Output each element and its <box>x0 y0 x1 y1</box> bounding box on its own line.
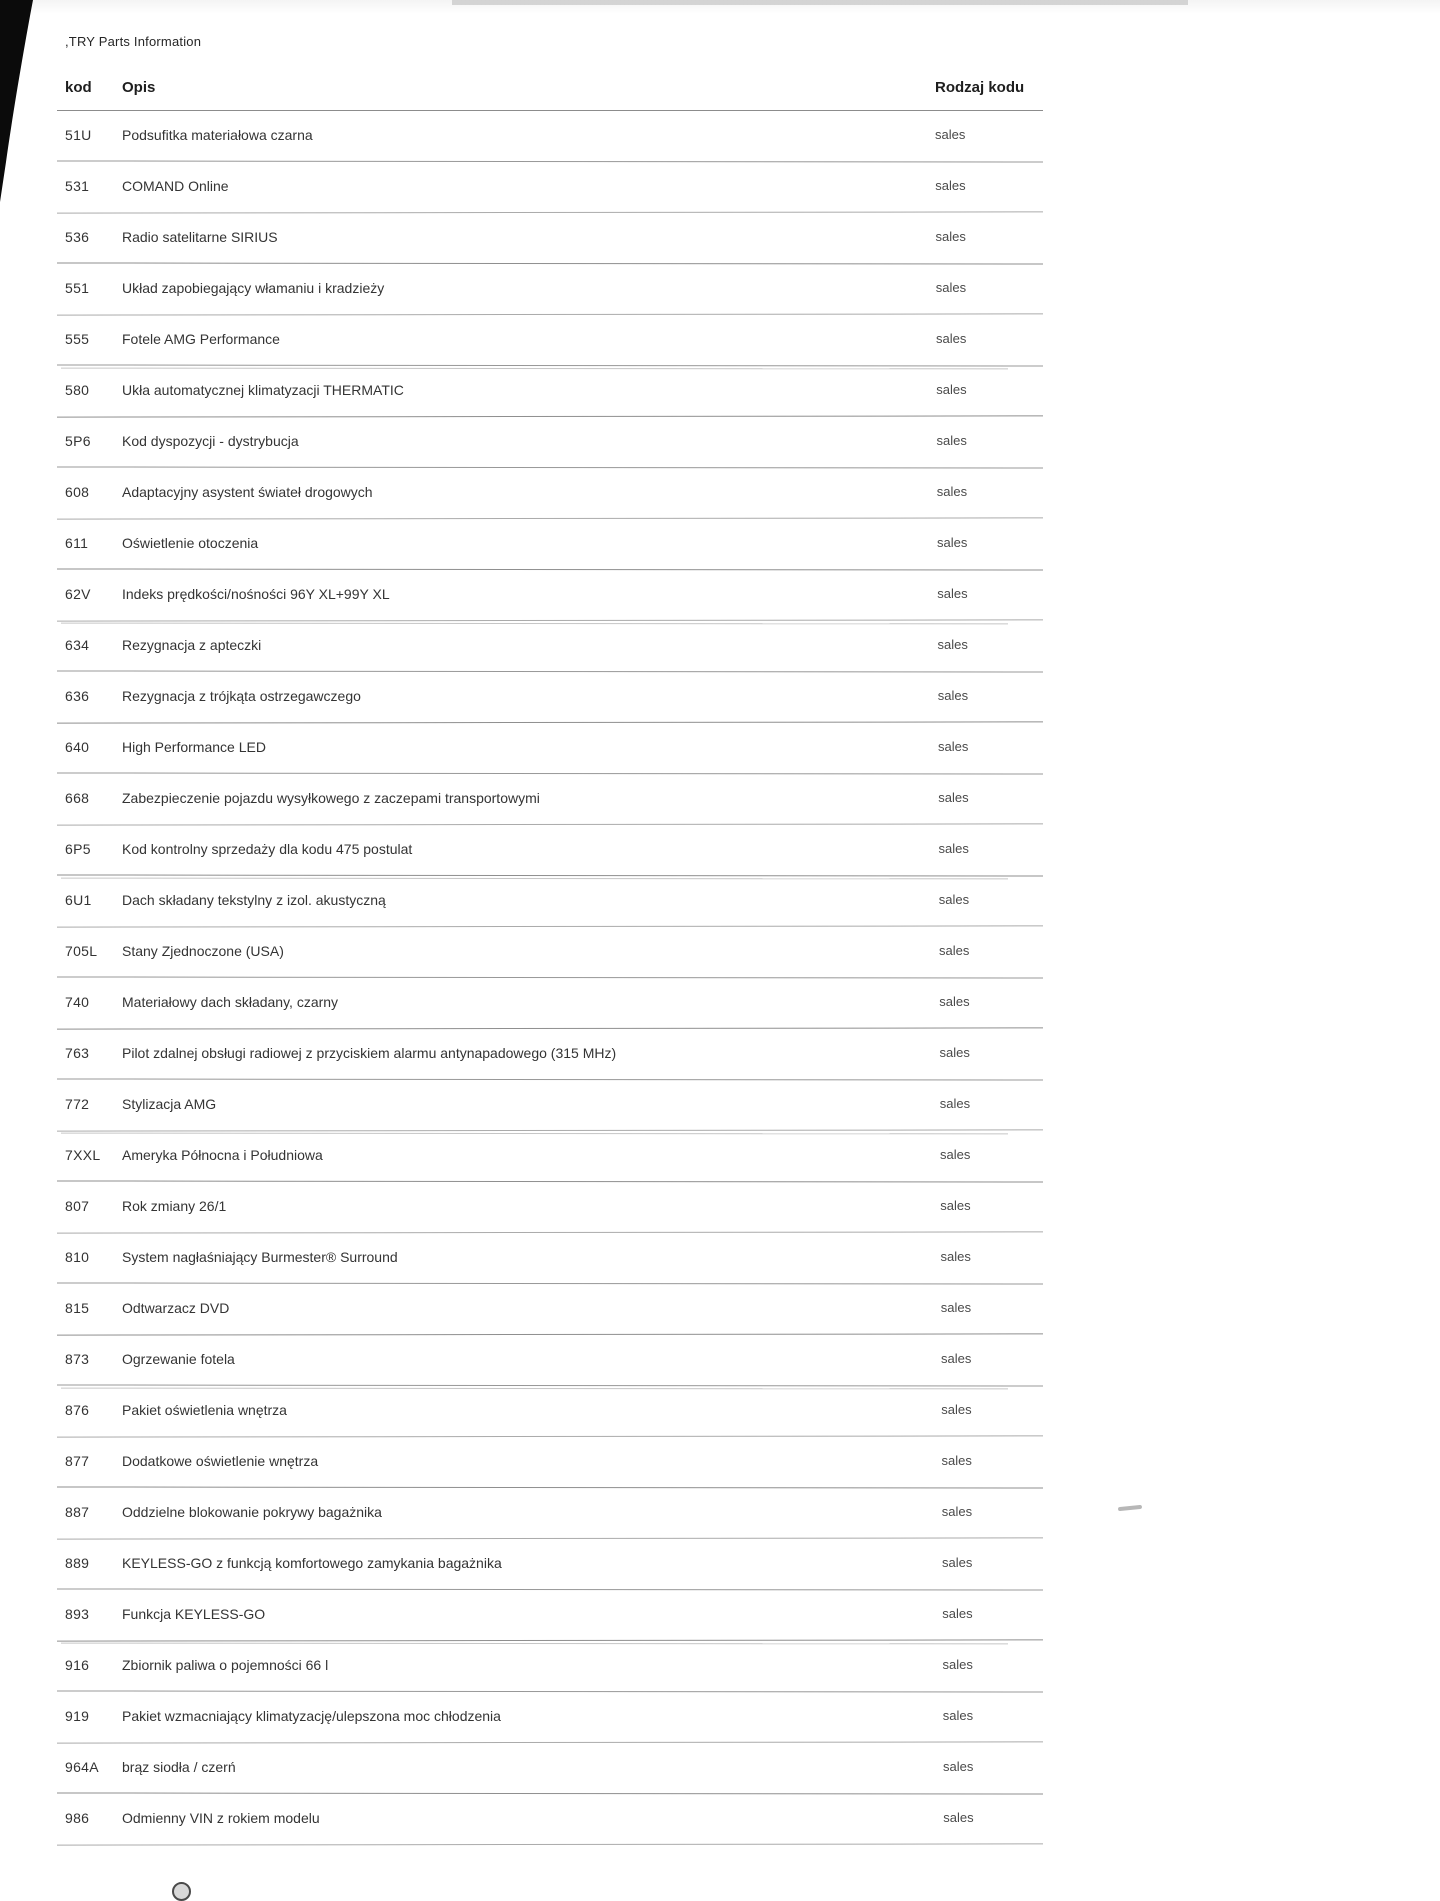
type-cell: sales <box>940 1300 972 1315</box>
page-title: ,TRY Parts Information <box>65 34 202 49</box>
code-cell: 919 <box>65 1708 90 1724</box>
type-cell: sales <box>940 1249 971 1264</box>
description-cell: Pakiet oświetlenia wnętrza <box>122 1402 287 1418</box>
table-row <box>57 1794 1043 1845</box>
description-cell: KEYLESS-GO z funkcją komfortowego zamykania bagażnika <box>122 1555 502 1571</box>
description-cell: Materiałowy dach składany, czarny <box>122 994 339 1010</box>
description-cell: Funkcja KEYLESS-GO <box>122 1606 266 1622</box>
type-cell: sales <box>940 1198 971 1213</box>
description-cell: Zbiornik paliwa o pojemności 66 l <box>122 1657 329 1673</box>
type-cell: sales <box>941 1504 973 1519</box>
code-cell: 580 <box>65 382 90 398</box>
table-row <box>57 111 1043 162</box>
code-cell: 7XXL <box>65 1147 101 1163</box>
description-cell: Oddzielne blokowanie pokrywy bagażnika <box>122 1504 382 1520</box>
description-cell: Ukła automatycznej klimatyzacji THERMATIC <box>122 382 404 398</box>
table-row <box>57 366 1043 417</box>
table-row <box>57 927 1043 978</box>
description-cell: Dodatkowe oświetlenie wnętrza <box>122 1453 319 1469</box>
type-cell: sales <box>935 229 966 244</box>
description-cell: Stany Zjednoczone (USA) <box>122 943 284 959</box>
description-cell: High Performance LED <box>122 739 266 755</box>
description-cell: Radio satelitarne SIRIUS <box>122 229 278 245</box>
code-cell: 916 <box>65 1657 90 1673</box>
code-cell: 877 <box>65 1453 90 1469</box>
code-cell: 815 <box>65 1300 90 1316</box>
table-row <box>57 1386 1043 1437</box>
parts-table <box>57 75 1043 1845</box>
description-cell: System nagłaśniający Burmester® Surround <box>122 1249 398 1265</box>
table-row <box>57 1029 1043 1080</box>
type-cell: sales <box>936 331 967 346</box>
table-row <box>57 162 1043 213</box>
code-cell: 740 <box>65 994 90 1010</box>
code-cell: 873 <box>65 1351 90 1367</box>
table-row <box>57 1437 1043 1488</box>
table-row <box>57 1182 1043 1233</box>
code-cell: 608 <box>65 484 90 500</box>
type-cell: sales <box>937 586 968 601</box>
type-cell: sales <box>939 994 970 1009</box>
code-cell: 986 <box>65 1810 90 1826</box>
description-cell: Ameryka Północna i Południowa <box>122 1147 323 1163</box>
table-row <box>57 1284 1043 1335</box>
type-cell: sales <box>935 280 967 295</box>
table-row <box>57 468 1043 519</box>
type-cell: sales <box>937 535 968 550</box>
scan-corner-artifact <box>0 0 46 210</box>
description-cell: COMAND Online <box>122 178 229 194</box>
code-cell: 531 <box>65 178 90 194</box>
description-cell: Rezygnacja z trójkąta ostrzegawczego <box>122 688 361 704</box>
description-cell: Kod dyspozycji - dystrybucja <box>122 433 299 449</box>
table-row <box>57 315 1043 366</box>
code-cell: 611 <box>65 535 89 551</box>
code-cell: 887 <box>65 1504 90 1520</box>
code-cell: 636 <box>65 688 90 704</box>
table-row <box>57 417 1043 468</box>
description-cell: Ogrzewanie fotela <box>122 1351 235 1367</box>
description-cell: brąz siodła / czerń <box>122 1759 236 1775</box>
description-cell: Indeks prędkości/nośności 96Y XL+99Y XL <box>122 586 390 602</box>
code-cell: 964A <box>65 1759 99 1775</box>
table-row <box>57 1641 1043 1692</box>
code-cell: 536 <box>65 229 90 245</box>
description-cell: Pilot zdalnej obsługi radiowej z przyciskiem alarmu antynapadowego (315 MHz) <box>122 1045 617 1061</box>
table-row <box>57 978 1043 1029</box>
code-cell: 640 <box>65 739 90 755</box>
description-cell: Oświetlenie otoczenia <box>122 535 259 551</box>
type-cell: sales <box>936 382 967 397</box>
table-row <box>57 1488 1043 1539</box>
description-cell: Rezygnacja z apteczki <box>122 637 262 653</box>
table-row <box>57 1743 1043 1794</box>
type-cell: sales <box>943 1759 974 1774</box>
code-cell: 5P6 <box>65 433 91 449</box>
type-cell: sales <box>937 637 968 652</box>
code-cell: 6P5 <box>65 841 91 857</box>
description-cell: Zabezpieczenie pojazdu wysyłkowego z zaczepami transportowymi <box>122 790 540 806</box>
table-row <box>57 621 1043 672</box>
code-cell: 634 <box>65 637 90 653</box>
table-row <box>57 1233 1043 1284</box>
row-divider-line <box>57 1843 1043 1845</box>
table-row <box>57 519 1043 570</box>
type-cell: sales <box>942 1606 973 1621</box>
code-cell: 705L <box>65 943 98 959</box>
column-header-description: Opis <box>122 79 156 96</box>
table-row <box>57 1692 1043 1743</box>
description-cell: Adaptacyjny asystent świateł drogowych <box>122 484 373 500</box>
type-cell: sales <box>942 1708 974 1723</box>
code-cell: 668 <box>65 790 90 806</box>
table-row <box>57 213 1043 264</box>
description-cell: Układ zapobiegający włamaniu i kradzieży <box>122 280 385 296</box>
code-cell: 810 <box>65 1249 90 1265</box>
type-cell: sales <box>941 1402 972 1417</box>
type-cell: sales <box>936 433 967 448</box>
table-body <box>57 111 1043 1845</box>
table-row <box>57 876 1043 927</box>
description-cell: Odmienny VIN z rokiem modelu <box>122 1810 320 1826</box>
table-row <box>57 1131 1043 1182</box>
type-cell: sales <box>940 1147 971 1162</box>
type-cell: sales <box>941 1351 972 1366</box>
type-cell: sales <box>939 1045 970 1060</box>
scan-top-edge-artifact <box>452 0 1188 5</box>
code-cell: 807 <box>65 1198 90 1214</box>
type-cell: sales <box>938 739 969 754</box>
table-header-row <box>57 75 1043 111</box>
code-cell: 893 <box>65 1606 90 1622</box>
code-cell: 551 <box>65 280 90 296</box>
code-cell: 51U <box>65 127 92 143</box>
type-cell: sales <box>939 943 970 958</box>
table-row <box>57 570 1043 621</box>
table-row <box>57 1590 1043 1641</box>
type-cell: sales <box>937 688 969 703</box>
description-cell: Podsufitka materiałowa czarna <box>122 127 313 143</box>
column-header-type: Rodzaj kodu <box>935 79 1025 96</box>
description-cell: Odtwarzacz DVD <box>122 1300 230 1316</box>
code-cell: 62V <box>65 586 91 602</box>
code-cell: 763 <box>65 1045 90 1061</box>
type-cell: sales <box>935 178 966 193</box>
table-row <box>57 672 1043 723</box>
type-cell: sales <box>943 1810 974 1825</box>
description-cell: Dach składany tekstylny z izol. akustyczną <box>122 892 386 908</box>
type-cell: sales <box>942 1555 973 1570</box>
table-row <box>57 264 1043 315</box>
table-row <box>57 723 1043 774</box>
code-cell: 876 <box>65 1402 90 1418</box>
type-cell: sales <box>938 892 970 907</box>
description-cell: Pakiet wzmacniający klimatyzację/ulepszona moc chłodzenia <box>122 1708 501 1724</box>
code-cell: 889 <box>65 1555 90 1571</box>
type-cell: sales <box>939 1096 971 1111</box>
scan-smudge-artifact <box>1118 1505 1142 1511</box>
column-header-code: kod <box>65 79 92 96</box>
type-cell: sales <box>936 484 968 499</box>
type-cell: sales <box>941 1453 972 1468</box>
table-row <box>57 1539 1043 1590</box>
type-cell: sales <box>942 1657 973 1672</box>
description-cell: Kod kontrolny sprzedaży dla kodu 475 postulat <box>122 841 413 857</box>
description-cell: Fotele AMG Performance <box>122 331 280 347</box>
table-row <box>57 825 1043 876</box>
description-cell: Rok zmiany 26/1 <box>122 1198 227 1214</box>
type-cell: sales <box>938 841 969 856</box>
code-cell: 772 <box>65 1096 90 1112</box>
table-row <box>57 1080 1043 1131</box>
code-cell: 555 <box>65 331 90 347</box>
description-cell: Stylizacja AMG <box>122 1096 217 1112</box>
type-cell: sales <box>935 127 966 142</box>
scan-cutoff-glyph-artifact <box>172 1882 191 1901</box>
table-row <box>57 774 1043 825</box>
table-row <box>57 1335 1043 1386</box>
type-cell: sales <box>938 790 969 805</box>
code-cell: 6U1 <box>65 892 92 908</box>
